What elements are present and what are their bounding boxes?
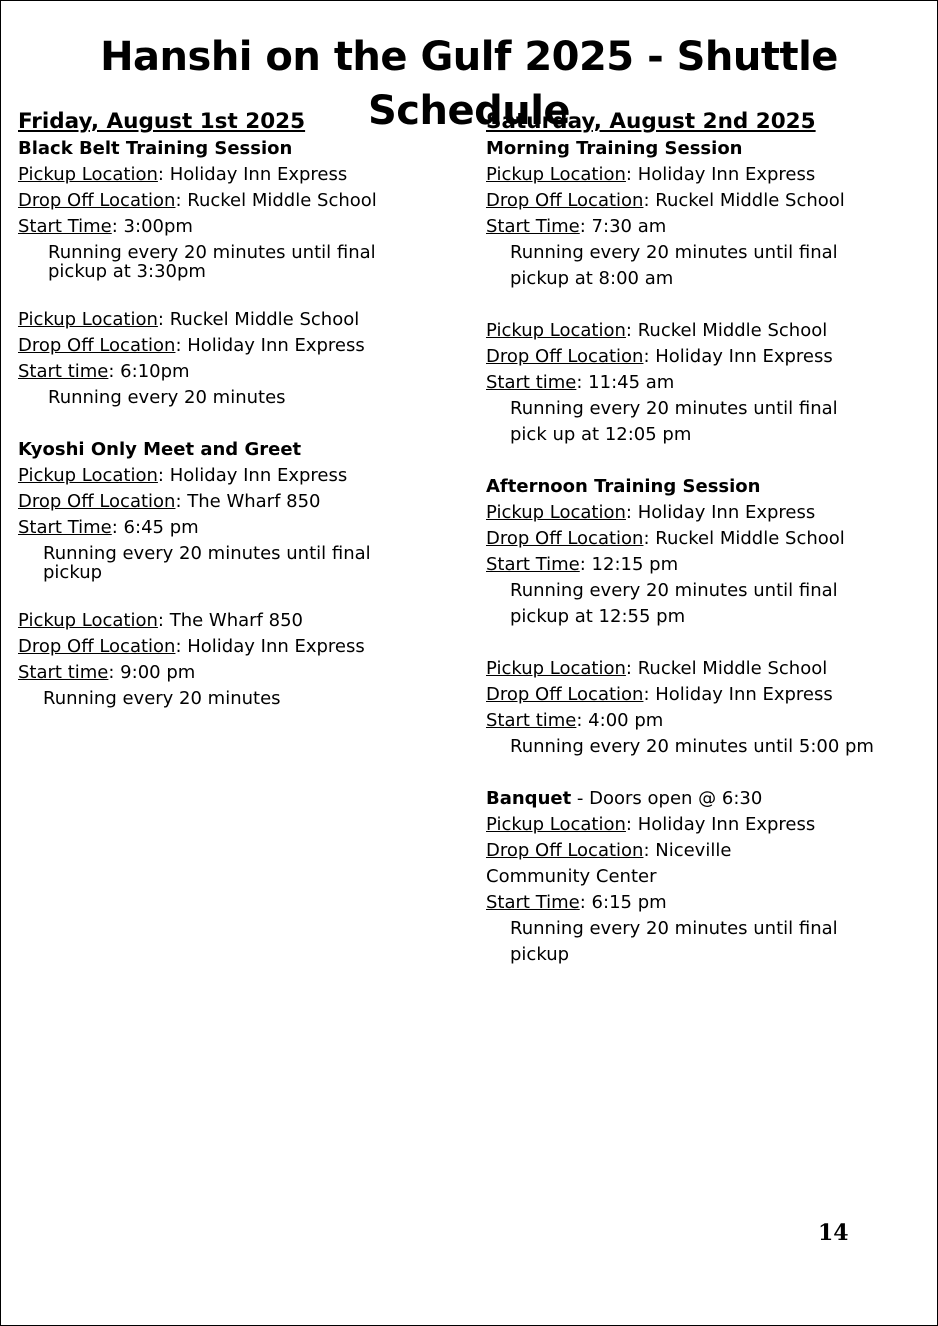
separator: : (108, 662, 121, 683)
separator: : (625, 320, 638, 341)
start-time-label: Start time (18, 662, 109, 683)
separator: : (157, 610, 170, 631)
start-time-value: 7:30 am (591, 216, 667, 237)
dropoff-value: Holiday Inn Express (187, 335, 365, 356)
dropoff-label: Drop Off Location (18, 636, 176, 657)
start-time-label: Start time (18, 361, 109, 382)
banquet-line (486, 786, 906, 812)
spacer (486, 292, 906, 318)
pickup-label: Pickup Location (18, 309, 158, 330)
pickup-value: Holiday Inn Express (169, 164, 348, 185)
start-time-value: 9:00 pm (120, 662, 196, 683)
dropoff-line (18, 489, 438, 515)
start-time-value: 3:00pm (123, 216, 193, 237)
dropoff-line (18, 188, 438, 214)
start-time-value: 11:45 am (588, 372, 675, 393)
dropoff-value: Ruckel Middle School (187, 190, 377, 211)
page-number: 14 (818, 1220, 849, 1246)
dropoff-label: Drop Off Location (486, 840, 644, 861)
pickup-value: Holiday Inn Express (169, 465, 348, 486)
saturday-column (486, 108, 906, 968)
separator: : (625, 814, 638, 835)
separator: : (625, 164, 638, 185)
dropoff-value: Ruckel Middle School (655, 528, 845, 549)
separator: : (175, 491, 188, 512)
pickup-label: Pickup Location (486, 320, 626, 341)
dropoff-line (486, 682, 906, 708)
separator: : (111, 216, 124, 237)
frequency-note: Running every 20 minutes until final pickup at 3:30pm (48, 242, 376, 282)
frequency-note: Running every 20 minutes until final (510, 918, 838, 939)
frequency-note: Running every 20 minutes until final (510, 580, 838, 601)
spacer (486, 630, 906, 656)
frequency-note: Running every 20 minutes until final (510, 242, 838, 263)
dropoff-label: Drop Off Location (18, 190, 176, 211)
dropoff-line (486, 526, 906, 552)
pickup-label: Pickup Location (486, 658, 626, 679)
separator: : (576, 710, 589, 731)
dropoff-value: Holiday Inn Express (187, 636, 365, 657)
spacer (18, 285, 438, 307)
dropoff-value: Ruckel Middle School (655, 190, 845, 211)
separator: : (643, 684, 656, 705)
dropoff-label: Drop Off Location (18, 491, 176, 512)
dropoff-label: Drop Off Location (486, 346, 644, 367)
separator: : (643, 840, 656, 861)
page-title: Hanshi on the Gulf 2025 - Shuttle Schedule (100, 34, 838, 134)
frequency-note-continued: pickup at 12:55 pm (510, 606, 686, 627)
session-title-afternoon-training: Afternoon Training Session (486, 476, 761, 497)
pickup-line (486, 500, 906, 526)
start-time-value: 12:15 pm (591, 554, 679, 575)
spacer (486, 760, 906, 786)
pickup-value: Ruckel Middle School (169, 309, 360, 330)
separator: : (625, 658, 638, 679)
separator: : (625, 502, 638, 523)
spacer (18, 411, 438, 437)
pickup-line (18, 463, 438, 489)
start-time-line (18, 214, 438, 240)
start-time-label: Start Time (18, 216, 112, 237)
separator: : (579, 554, 592, 575)
start-time-line (486, 214, 906, 240)
dropoff-label: Drop Off Location (486, 528, 644, 549)
frequency-note-continued: pick up at 12:05 pm (510, 424, 692, 445)
separator: : (111, 517, 124, 538)
start-time-line (486, 552, 906, 578)
pickup-label: Pickup Location (18, 465, 158, 486)
start-time-line (486, 370, 906, 396)
start-time-value: 6:15 pm (591, 892, 667, 913)
frequency-note-continued: pickup (510, 944, 570, 965)
start-time-value: 6:10pm (120, 361, 190, 382)
dropoff-line (18, 333, 438, 359)
dropoff-line (486, 344, 906, 370)
session-title-morning-training: Morning Training Session (486, 138, 743, 159)
pickup-line (486, 656, 906, 682)
start-time-line (486, 890, 906, 916)
separator: : (576, 372, 589, 393)
dropoff-value: Holiday Inn Express (655, 346, 833, 367)
frequency-note: Running every 20 minutes until 5:00 pm (510, 736, 874, 757)
pickup-label: Pickup Location (486, 814, 626, 835)
dropoff-value: The Wharf 850 (187, 491, 321, 512)
separator: : (579, 892, 592, 913)
separator: : (108, 361, 121, 382)
separator: : (175, 190, 188, 211)
pickup-value: Holiday Inn Express (637, 814, 816, 835)
frequency-note: Running every 20 minutes until final pickup (43, 543, 371, 583)
separator: : (643, 346, 656, 367)
frequency-note: Running every 20 minutes (43, 688, 281, 709)
start-time-line (486, 708, 906, 734)
pickup-value: The Wharf 850 (169, 610, 303, 631)
friday-heading: Friday, August 1st 2025 (18, 109, 306, 134)
start-time-label: Start Time (18, 517, 112, 538)
separator: : (175, 335, 188, 356)
start-time-label: Start Time (486, 892, 580, 913)
separator: : (157, 465, 170, 486)
start-time-line (18, 660, 438, 686)
pickup-line (486, 812, 906, 838)
frequency-note-continued: pickup at 8:00 am (510, 268, 674, 289)
dropoff-label: Drop Off Location (18, 335, 176, 356)
separator: : (157, 309, 170, 330)
friday-column (18, 108, 438, 712)
start-time-label: Start Time (486, 216, 580, 237)
separator: : (643, 528, 656, 549)
separator: : (175, 636, 188, 657)
start-time-label: Start time (486, 372, 577, 393)
start-time-line (18, 359, 438, 385)
session-title-banquet: Banquet (486, 788, 572, 809)
saturday-heading: Saturday, August 2nd 2025 (486, 109, 816, 134)
pickup-label: Pickup Location (486, 164, 626, 185)
pickup-line (18, 307, 438, 333)
pickup-line (18, 608, 438, 634)
pickup-line (486, 162, 906, 188)
separator: : (579, 216, 592, 237)
pickup-line (486, 318, 906, 344)
session-title-kyoshi-meet-greet: Kyoshi Only Meet and Greet (18, 439, 302, 460)
frequency-note: Running every 20 minutes until final (510, 398, 838, 419)
start-time-line (18, 515, 438, 541)
start-time-value: 6:45 pm (123, 517, 199, 538)
spacer (18, 586, 438, 608)
pickup-label: Pickup Location (18, 610, 158, 631)
dropoff-value: Niceville Community Center (486, 840, 732, 887)
pickup-label: Pickup Location (486, 502, 626, 523)
frequency-note: Running every 20 minutes (48, 387, 286, 408)
separator: : (157, 164, 170, 185)
start-time-value: 4:00 pm (588, 710, 664, 731)
start-time-label: Start Time (486, 554, 580, 575)
start-time-label: Start time (486, 710, 577, 731)
pickup-line (18, 162, 438, 188)
dropoff-value: Holiday Inn Express (655, 684, 833, 705)
dropoff-label: Drop Off Location (486, 684, 644, 705)
session-title-black-belt: Black Belt Training Session (18, 138, 293, 159)
dropoff-label: Drop Off Location (486, 190, 644, 211)
pickup-value: Ruckel Middle School (637, 320, 828, 341)
dropoff-line (18, 634, 438, 660)
pickup-label: Pickup Location (18, 164, 158, 185)
pickup-value: Holiday Inn Express (637, 164, 816, 185)
dropoff-line (486, 838, 831, 890)
pickup-value: Ruckel Middle School (637, 658, 828, 679)
separator: : (643, 190, 656, 211)
pickup-value: Holiday Inn Express (637, 502, 816, 523)
dropoff-line (486, 188, 906, 214)
spacer (486, 448, 906, 474)
banquet-doors-open: - Doors open @ 6:30 (571, 788, 763, 809)
